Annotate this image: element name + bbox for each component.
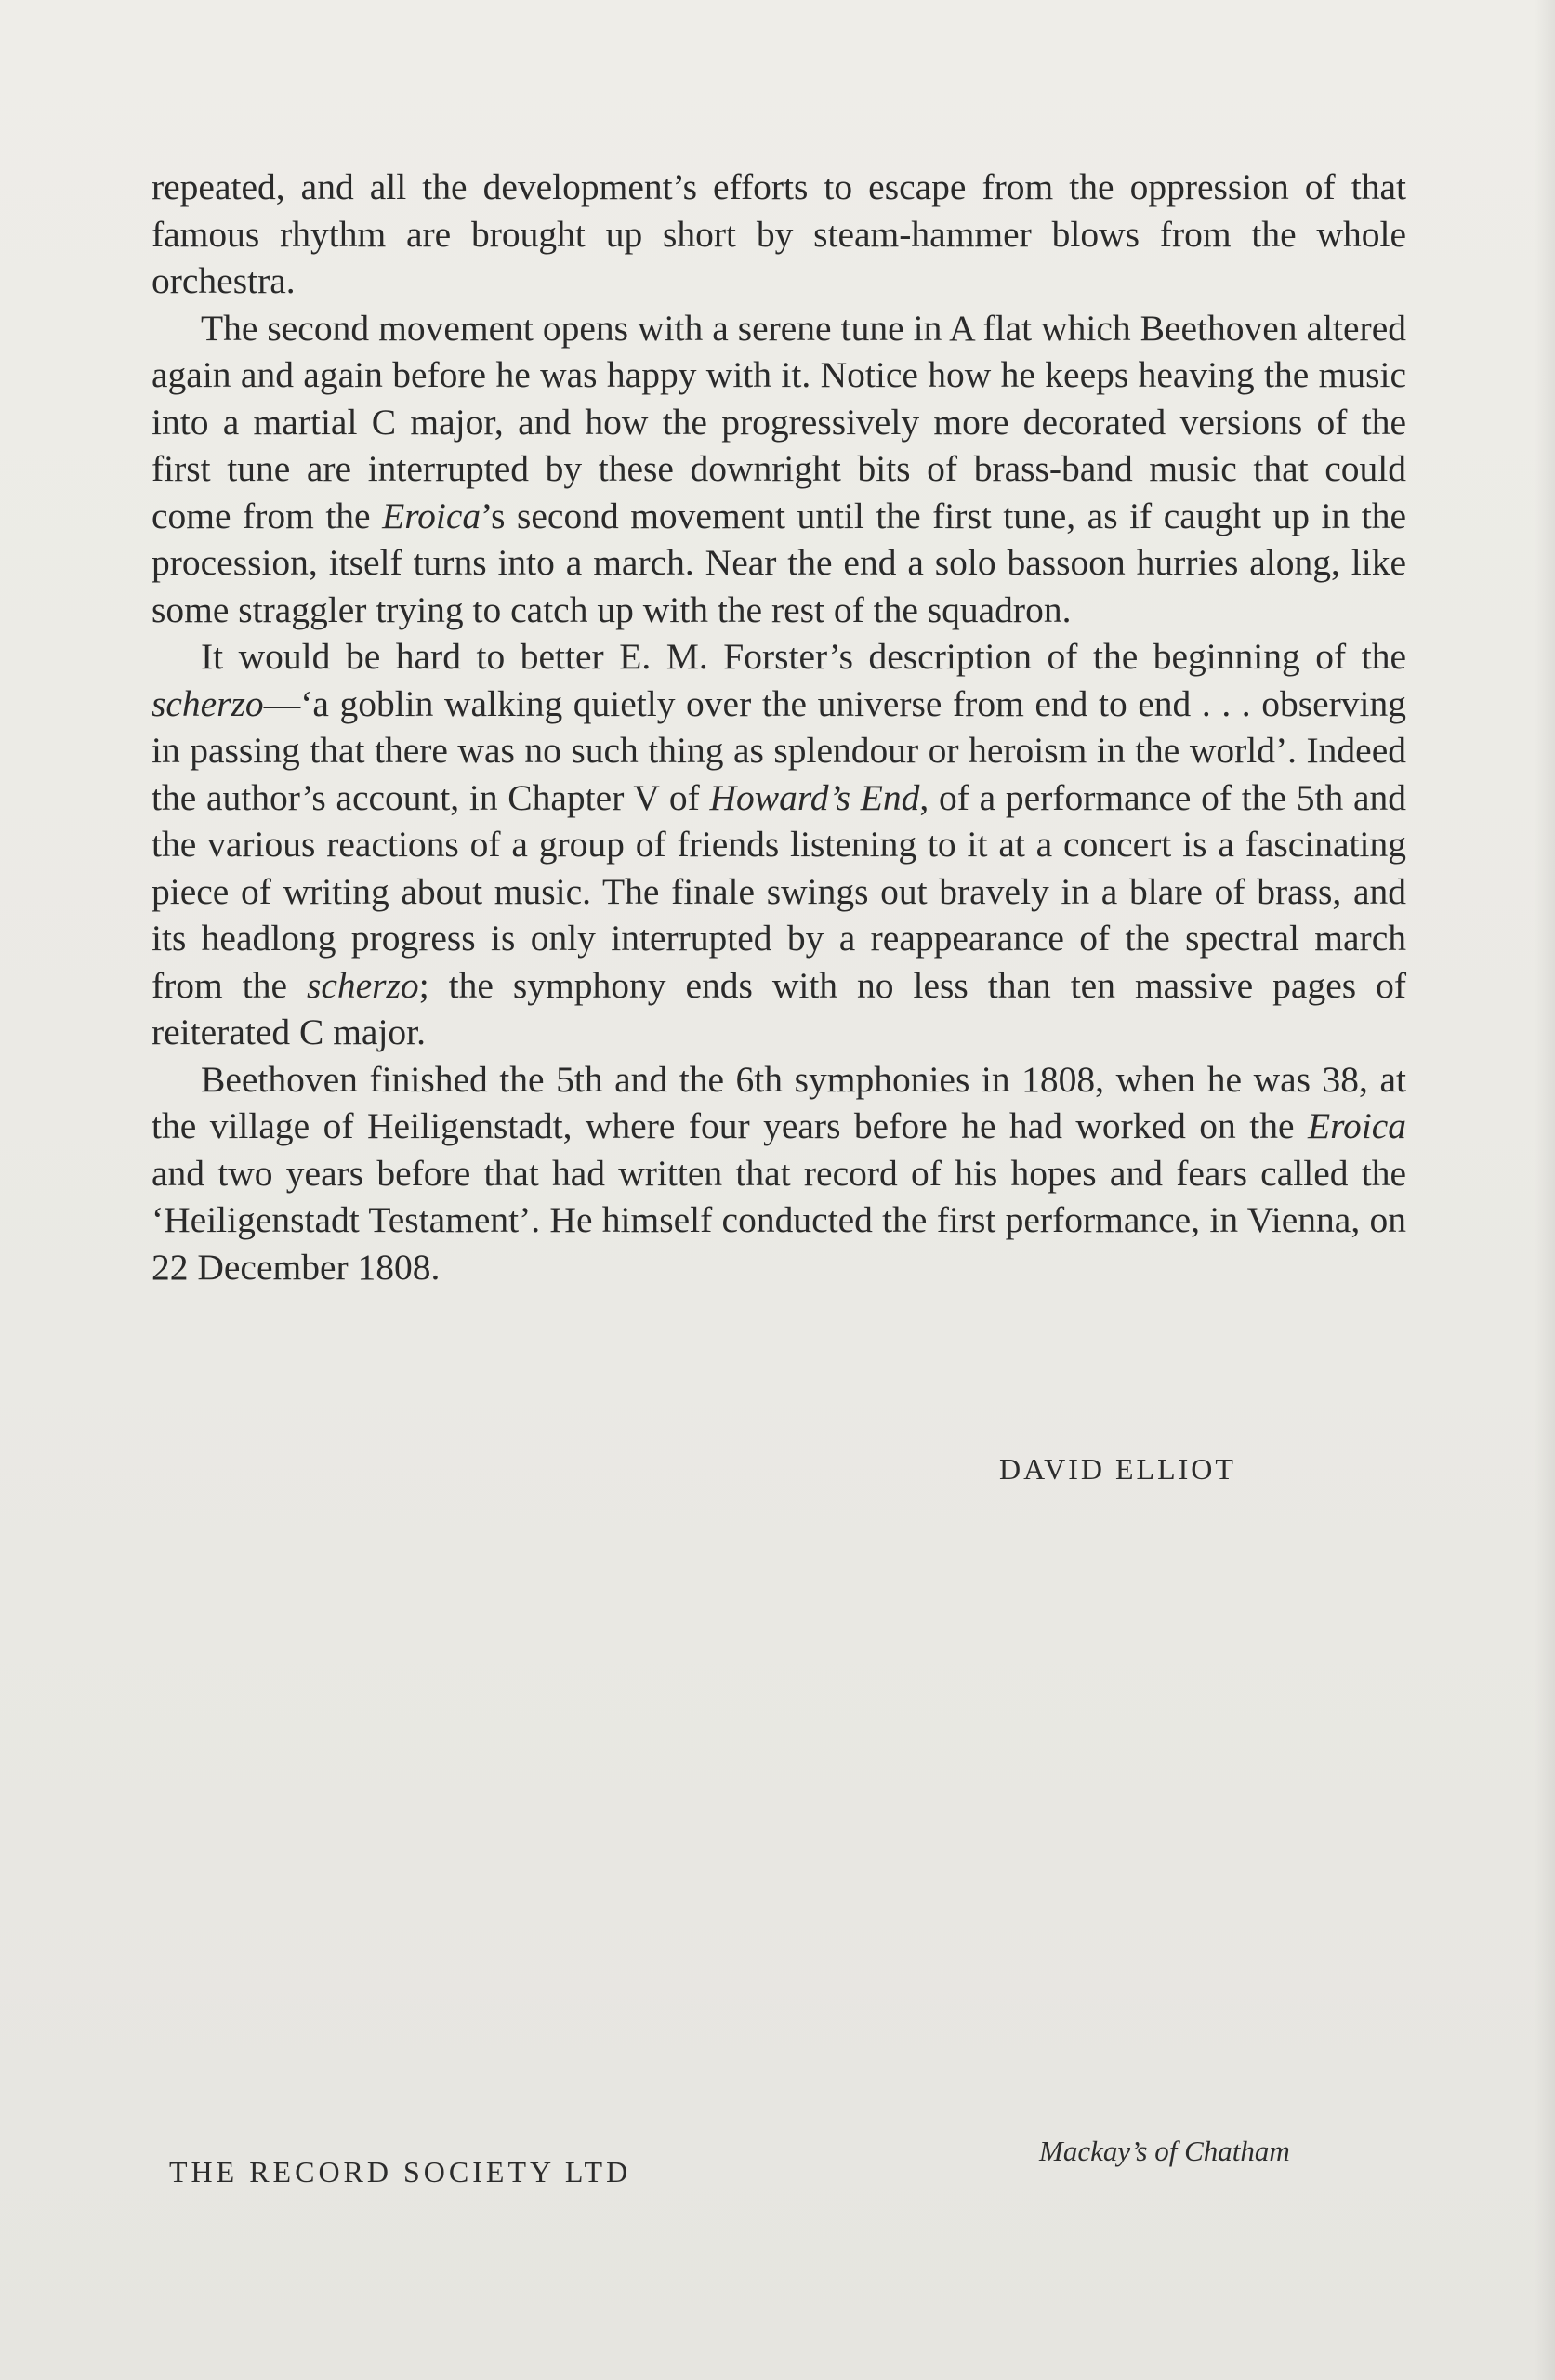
- paragraph-3-italic-scherzo: scherzo: [152, 682, 264, 724]
- paragraph-3-text-d: ; the symphony ends with no less than ten massive pages of reiterated C major.: [152, 964, 1406, 1052]
- article-paragraph-3: [152, 633, 1406, 1056]
- page-edge-shadow: [1535, 0, 1555, 2380]
- paragraph-2-italic-eroica: Eroica: [382, 495, 481, 536]
- paragraph-2-text-a: The second movement opens with a serene tune in A flat which Beethoven altered again and again before he was happy with it. Notice how he keeps heaving the music into a martial C major, and how the progressively more decorated versions of the first tune are interrupted by these downright bits of brass-band music that could come from the: [152, 307, 1406, 536]
- article-body: [152, 164, 1406, 1290]
- printer-imprint: Mackay’s of Chatham: [1039, 2135, 1290, 2167]
- paragraph-4-text-a: Beethoven finished the 5th and the 6th symphonies in 1808, when he was 38, at the village of Heiligenstadt, where four years before he had worked on the: [152, 1058, 1406, 1146]
- paragraph-4-italic-eroica: Eroica: [1307, 1105, 1406, 1146]
- paragraph-3-italic-scherzo-2: scherzo: [307, 964, 419, 1006]
- paragraph-4-text-b: and two years before that had written that record of his hopes and fears called the ‘Heiligenstadt Testament’. He himself conducted the first performance, in Vienna, on 22 December 1808.: [152, 1152, 1406, 1288]
- article-paragraph-2: [152, 305, 1406, 634]
- article-paragraph-1: [152, 164, 1406, 305]
- article-paragraph-4: [152, 1056, 1406, 1291]
- publisher-imprint: THE RECORD SOCIETY LTD: [169, 2155, 632, 2188]
- paragraph-1-text: repeated, and all the development’s efforts to escape from the oppression of that famous rhythm are brought up short by steam-hammer blows from the whole orchestra.: [152, 166, 1406, 301]
- paragraph-2-text-b: ’s second movement until the first tune, as if caught up in the procession, itself turns into a march. Near the end a solo bassoon hurries along, like some straggler trying to catch up with the rest of the squadron.: [152, 495, 1407, 630]
- paragraph-3-text-c: , of a performance of the 5th and the various reactions of a group of friends listening to it at a concert is a fascinating piece of writing about music. The finale swings out bravely in a blare of brass, and its headlong progress is only interrupted by a reappearance of the spectral march from the: [152, 776, 1406, 1006]
- author-signature: DAVID ELLIOT: [999, 1452, 1236, 1486]
- paragraph-3-italic-howards-end: Howard’s End: [709, 776, 920, 818]
- paragraph-3-text-b: —‘a goblin walking quietly over the universe from end to end . . . observing in passing that there was no such thing as splendour or heroism in the world’. Indeed the author’s account, in Chapter V of: [152, 682, 1406, 818]
- paragraph-3-text-a: It would be hard to better E. M. Forster’s description of the beginning of the: [201, 636, 1406, 677]
